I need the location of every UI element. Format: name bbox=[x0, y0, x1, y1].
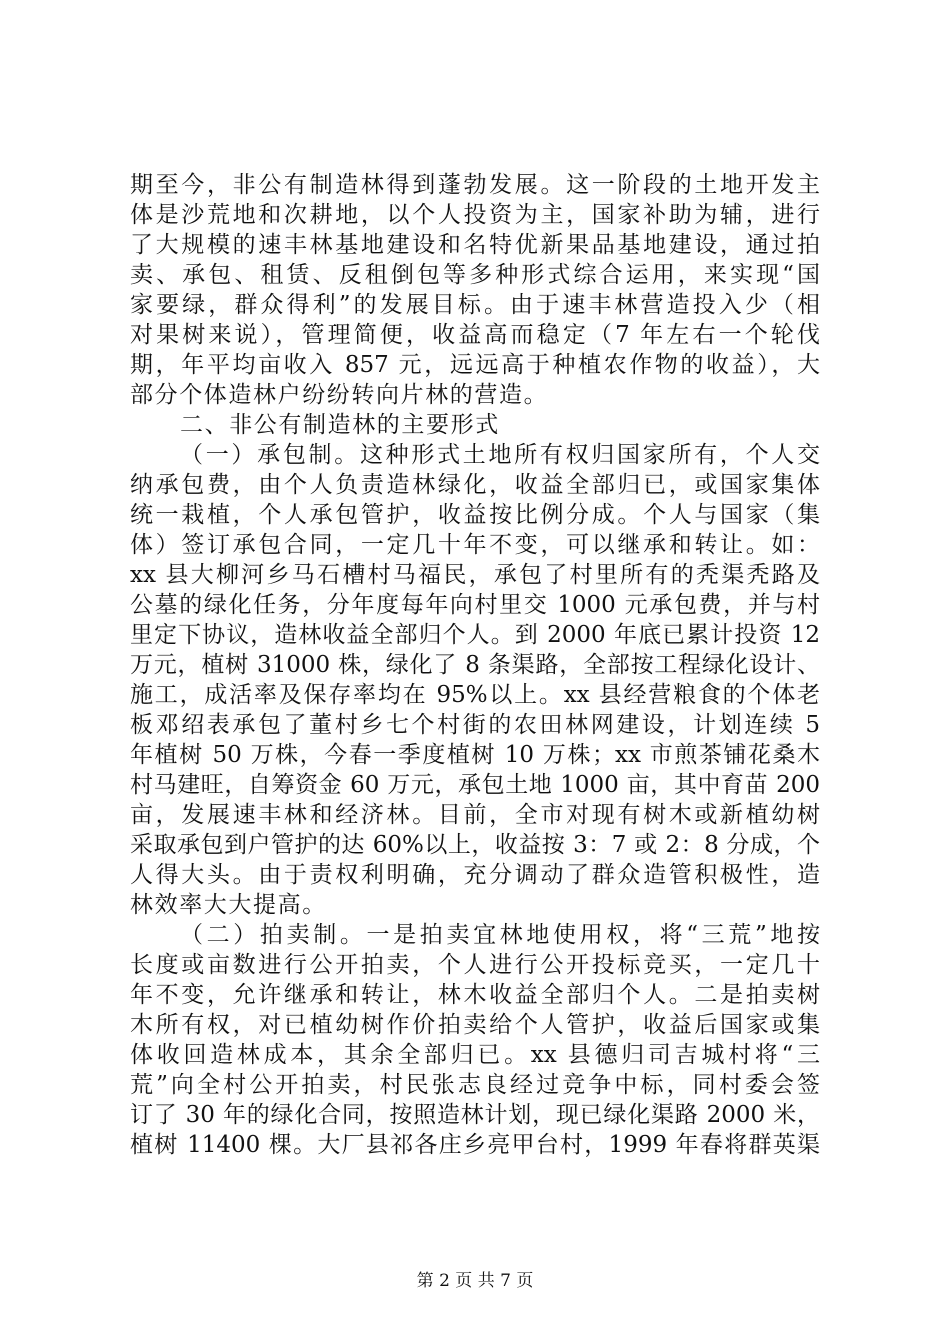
text-line: 采取承包到户管护的达 60%以上，收益按 3：7 或 2：8 分成，个 bbox=[130, 832, 820, 858]
text-line: 订了 30 年的绿化合同，按照造林计划，现已绿化渠路 2000 米， bbox=[130, 1102, 820, 1128]
text-line: 村马建旺，自筹资金 60 万元，承包土地 1000 亩，其中育苗 200 bbox=[130, 772, 820, 798]
paragraph-auction-system bbox=[130, 920, 820, 1160]
text-line: xx 县大柳河乡马石槽村马福民，承包了村里所有的秃渠秃路及 bbox=[130, 562, 820, 588]
text-line: （二）拍卖制。一是拍卖宜林地使用权，将“三荒”地按 bbox=[180, 922, 820, 948]
paragraph-contract-system bbox=[130, 440, 820, 920]
text-line: 年植树 50 万株，今春一季度植树 10 万株；xx 市煎茶铺花桑木 bbox=[130, 742, 820, 768]
text-line: 体收回造林成本，其余全部归已。xx 县德归司吉城村将“三 bbox=[130, 1042, 820, 1068]
text-line: 对果树来说），管理简便，收益高而稳定（7 年左右一个轮伐 bbox=[130, 322, 820, 348]
page-footer bbox=[0, 1271, 950, 1291]
text-line: 期，年平均亩收入 857 元，远远高于种植农作物的收益），大 bbox=[130, 352, 820, 378]
text-line: 了大规模的速丰林基地建设和名特优新果品基地建设，通过拍 bbox=[130, 232, 820, 258]
text-line: 木所有权，对已植幼树作价拍卖给个人管护，收益后国家或集 bbox=[130, 1012, 820, 1038]
text-line: 施工，成活率及保存率均在 95%以上。xx 县经营粮食的个体老 bbox=[130, 682, 820, 708]
text-line: （一）承包制。这种形式土地所有权归国家所有，个人交 bbox=[180, 442, 820, 468]
section-heading-text: 二、非公有制造林的主要形式 bbox=[180, 412, 500, 438]
text-line: 体）签订承包合同，一定几十年不变，可以继承和转让。如： bbox=[130, 532, 820, 558]
text-line: 家要绿，群众得利”的发展目标。由于速丰林营造投入少（相 bbox=[130, 292, 820, 318]
text-line: 植树 11400 棵。大厂县祁各庄乡亮甲台村，1999 年春将群英渠 bbox=[130, 1132, 820, 1158]
text-line: 部分个体造林户纷纷转向片林的营造。 bbox=[130, 382, 549, 408]
text-line: 公墓的绿化任务，分年度每年向村里交 1000 元承包费，并与村 bbox=[130, 592, 820, 618]
section-heading bbox=[130, 410, 820, 440]
text-line: 体是沙荒地和次耕地，以个人投资为主，国家补助为辅，进行 bbox=[130, 202, 820, 228]
text-line: 里定下协议，造林收益全部归个人。到 2000 年底已累计投资 12 bbox=[130, 622, 820, 648]
text-line: 期至今，非公有制造林得到蓬勃发展。这一阶段的土地开发主 bbox=[130, 172, 820, 198]
text-line: 年不变，允许继承和转让，林木收益全部归个人。二是拍卖树 bbox=[130, 982, 820, 1008]
document-body bbox=[130, 170, 820, 1160]
text-line: 荒”向全村公开拍卖，村民张志良经过竞争中标，同村委会签 bbox=[130, 1072, 820, 1098]
text-line: 亩，发展速丰林和经济林。目前，全市对现有树木或新植幼树 bbox=[130, 802, 820, 828]
page-number-label: 第 2 页 共 7 页 bbox=[416, 1271, 534, 1291]
paragraph-development-stage bbox=[130, 170, 820, 410]
text-line: 万元，植树 31000 株，绿化了 8 条渠路，全部按工程绿化设计、 bbox=[130, 652, 820, 678]
text-line: 统一栽植，个人承包管护，收益按比例分成。个人与国家（集 bbox=[130, 502, 820, 528]
text-line: 卖、承包、租赁、反租倒包等多种形式综合运用，来实现“国 bbox=[130, 262, 820, 288]
text-line: 长度或亩数进行公开拍卖，个人进行公开投标竞买，一定几十 bbox=[130, 952, 820, 978]
text-line: 纳承包费，由个人负责造林绿化，收益全部归已，或国家集体 bbox=[130, 472, 820, 498]
text-line: 林效率大大提高。 bbox=[130, 892, 327, 918]
text-line: 人得大头。由于责权利明确，充分调动了群众造管积极性，造 bbox=[130, 862, 820, 888]
text-line: 板邓绍表承包了董村乡七个村街的农田林网建设，计划连续 5 bbox=[130, 712, 820, 738]
